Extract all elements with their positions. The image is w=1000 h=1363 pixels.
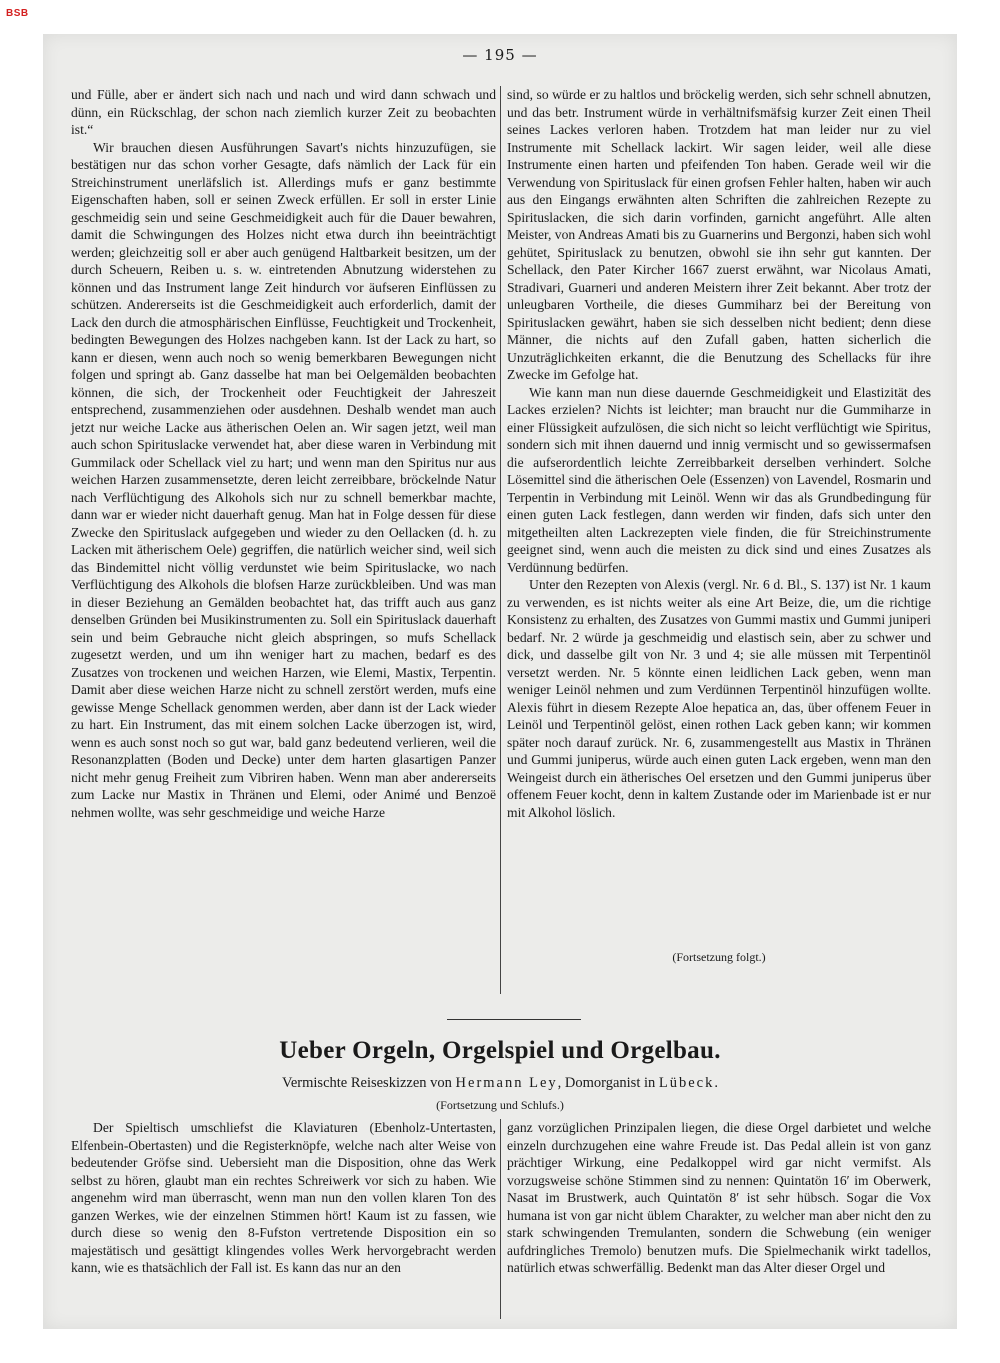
column-divider bbox=[500, 86, 501, 994]
column-divider bbox=[500, 1119, 501, 1319]
paragraph: und Fülle, aber er ändert sich nach und nach und wird dann schwach und dünn, ein Rückschlag, der schon nach ziemlich kurzer Zeit zu beobachten ist.“ bbox=[71, 87, 496, 137]
paragraph: sind, so würde er zu haltlos und bröckelig werden, sich sehr schnell abnutzen, und das betr. Instrument würde in verhältnifsmäfsig kurzer Zeit einen Theil seines Lackes verloren haben. Trotzdem hat man leider nur zu viel Instrumente mit Schellack lackirt. Wir sagen leider, weil alle diese Instrumente einen harten und pfeifenden Ton haben. Gerade weil wir die Verwendung von Spirituslack für einen grofsen Fehler halten, haben wir auch aus den Eingangs erwähnten alten Schriften die zahlreichen Rezepte zu Spirituslacken, die sich darin vorfinden, garnicht angeführt. Alle alten Meister, von Andreas Amati bis zu Guarnerins und Bergonzi, haben sich wohl gehütet, Spirituslack zu benutzen, obwohl sie ihn sehr gut kannten. Der Schellack, den Pater Kircher 1667 zuerst erwähnt, war Nicolaus Amati, Stradivari, Guarneri und anderen Meistern ihrer Zeit bekannt. Aber trotz der unleugbaren Vortheile, die dieses Gummiharz bei der Bereitung von Spirituslacken gewährt, haben sie sich desselben nicht bedient; denn diese Männer, die nichts auf den Zufall gaben, hatten sicherlich die Unzuträglichkeiten erkannt, die die Benutzung des Schellacks für ihre Zwecke im Gefolge hat. bbox=[507, 87, 931, 382]
article-title: Ueber Orgeln, Orgelspiel und Orgelbau. bbox=[279, 1037, 721, 1064]
article1-column-left bbox=[71, 86, 496, 821]
paragraph: Unter den Rezepten von Alexis (vergl. Nr. 6 d. Bl., S. 137) ist Nr. 1 kaum zu verwenden, es ist nichts weiter als eine Art Beize, die, um die richtige Konsistenz zu erhalten, des Zusatzes von Gummi mastix und Gummi juniperi bedarf. Nr. 2 würde ja geschmeidig und elastisch sein, aber zu schwer und dick, und dasselbe gilt von Nr. 3 und 4; sie alle müssen mit Terpentinöl versetzt werden. Nr. 5 könnte einen leidlichen Lack geben, wenn man weniger Leinöl nehmen und zum Verdünnen Terpentinöl hinzufügen wollte. Alexis führt in diesem Rezepte Aloe hepatica an, das, über offenem Feuer in Leinöl und Terpentinöl gelöst, einen rothen Lack geben kann; wir kommen später noch darauf zurück. Nr. 6, zusammengestellt aus Mastix in Thränen und Gummi juniperus, würde auch einen guten Lack ergeben, wenn man den Weingeist durch ein ätherisches Oel ersetzen und den Gummi juniperus über offenem Feuer kocht, denn in kaltem Zustande oder im Marienbade ist er nur mit Alkohol löslich. bbox=[507, 577, 931, 820]
paragraph: Wie kann man nun diese dauernde Geschmeidigkeit und Elastizität des Lackes erzielen? Nichts ist leichter; man braucht nur die Gummiharze in einer Flüssigkeit aufzulösen, die sich nicht so leicht verflüchtigt wie Spiritus, sondern sich mit ihnen dauernd und innig vermischt und so gewissermafsen die aufserordentlich leichte Zerreibbarkeit derselben verhindert. Solche Lösemittel sind die ätherischen Oele (Essenzen) von Lavendel, Rosmarin und Terpentin in Verbindung mit Leinöl. Wenn wir das als Grundbedingung für einen guten Lack festlegen, dann werden wir finden, dafs sich unter den mitgetheilten alten Lackrezepten viele finden, die für Streichinstrumente geeignet sind, wenn auch die meisten zu dick sind und eines Zusatzes als Verdünnung bedürfen. bbox=[507, 384, 931, 575]
article2-column-left bbox=[71, 1119, 496, 1277]
author-name: Hermann Ley bbox=[455, 1075, 558, 1091]
paragraph: Der Spieltisch umschliefst die Klaviaturen (Ebenholz-Untertasten, Elfenbein-Obertasten) und die Registerknöpfe, welche nach alter Weise von bedeutender Gröfse sind. Uebersieht man die Disposition, ohne das Werk selbst zu hören, glaubt man ein rechtes Schreiwerk vor sich zu haben. Wie angenehm wird man überrascht, wenn man nun den vollen klaren Ton des ganzen Werkes, wie der einzelnen Stimmen hört! Kaum ist zu fassen, wie durch diese so wenig den 8-Fufston vertretende Disposition ein so majestätisch und gesättigt klingendes volles Werk hervorgebracht werden kann, wie es thatsächlich der Fall ist. Es kann das nur an den bbox=[71, 1120, 496, 1275]
page-number: — 195 — bbox=[462, 46, 538, 64]
article1-column-right bbox=[507, 86, 931, 821]
article-subtitle bbox=[43, 1075, 957, 1092]
paragraph: ganz vorzüglichen Prinzipalen liegen, die diese Orgel darbietet und welche einzeln durchzugehen eine wahre Freude ist. Das Pedal allein ist von ganz prächtiger Wirkung, eine Pedalkoppel wird gar nicht vermifst. Als vorzugsweise schöne Stimmen sind zu nennen: Quintatön 16′ im Oberwerk, Nasat im Brustwerk, auch Quintatön 8′ ist sehr hübsch. Sogar die Vox humana ist von gar nicht üblem Charakter, zu welcher man aber nicht den zu stark schwingenden Tremulanten, sondern die Schwebung (ein weniger aufdringliches Tremolo) benutzen mufs. Die Spielmechanik wirkt tadellos, natürlich etwas schwerfällig. Bedenkt man das Alter dieser Orgel und bbox=[507, 1120, 931, 1275]
continuation-note: (Fortsetzung und Schlufs.) bbox=[436, 1098, 564, 1112]
library-watermark: BSB bbox=[6, 8, 29, 19]
paragraph: Wir brauchen diesen Ausführungen Savart's nichts hinzuzufügen, sie bestätigen nur das schon vorher Gesagte, dafs nämlich der Lack für ein Streichinstrument unerläfslich ist. Allerdings mufs er ganz bestimmte Eigenschaften haben, soll er seinen Zweck erfüllen. Er soll in erster Linie geschmeidig sein und seine Geschmeidigkeit auch für die Dauer bewahren, damit die Schwingungen des Holzes nicht etwa durch ihn beeinträchtigt werden; gleichzeitig soll er aber auch genügend Haltbarkeit besitzen, um der durch Scheuern, Reiben u. s. w. eintretenden Abnutzung widerstehen zu können und das Instrument lange Zeit hindurch vor äufseren Einflüssen zu schützen. Andererseits ist die Geschmeidigkeit auch erforderlich, damit der Lack den durch die atmosphärischen Einflüsse, Feuchtigkeit und Trockenheit, bedingten Bewegungen des Holzes nachgeben kann. Ist der Lack zu hart, so kann er diesen, wenn auch noch so wenig bemerkbaren Bewegungen nicht folgen und springt ab. Ganz dasselbe hat man bei Oelgemälden beobachten können, die sich, der Trockenheit oder Feuchtigkeit der Jahreszeit entsprechend, zusammenziehen oder ausdehnen. Deshalb wendet man auch jetzt nur weiche Lacke aus ätherischen Oelen an. Wir sagen jetzt, weil man auch schon Spirituslacke verwendet hat, aber diese waren in Verbindung mit Gummilack oder Schellack viel zu hart; und wenn man den Spiritus nur aus weichen Harzen zusammensetzte, deren leicht zerreibbare, bröckelnde Natur nach Verflüchtigung des Alkohols sich nur zu schnell bemerkbar machte, dann war er wieder nicht dauerhaft genug. Man hat in Folge dessen für diese Zwecke den Spirituslack aufgegeben und wieder zu den Oellacken (d. h. zu Lacken mit ätherischem Oele) gegriffen, die natürlich weicher sind, weil sich das Bindemittel nicht völlig verdunstet wie beim Spirituslacke, wo nach Verflüchtigung des Alkohols die blofsen Harze zurückbleiben. Und was man in dieser Beziehung an Gemälden beobachtet hat, das trifft auch aus ganz denselben Gründen bei Musikinstrumenten zu. Soll ein Spirituslack dauerhaft sein und beim Gebrauche nicht gleich abspringen, so mufs Schellack zugesetzt werden, und um ihn weniger hart zu machen, bedarf es des Zusatzes von trockenen und weichen Harzen, wie Elemi, Mastix, Terpentin. Damit aber diese weichen Harze nicht zu schnell zerstört werden, mufs eine gewisse Menge Schellack genommen werden, aber dann ist der Lack wieder zu hart. Ein Instrument, das mit einem solchen Lacke überzogen ist, wird, wenn es auch sonst noch so gut war, bald ganz bedeutend verlieren, weil die Resonanzplatten (Boden und Decke) unter dem harten glasartigen Panzer nicht mehr genug Freiheit zum Vibriren haben. Wenn man aber andererseits zum Lacke nur Mastix in Thränen und Elemi, oder Animé und Benzoë nehmen wollte, was sehr geschmeidige und weiche Harze bbox=[71, 139, 496, 820]
city-name: Lübeck bbox=[658, 1075, 715, 1091]
scanned-page bbox=[43, 34, 957, 1329]
subtitle-end: . bbox=[714, 1075, 718, 1091]
subtitle-prefix: Vermischte Reiseskizzen von bbox=[281, 1075, 452, 1091]
subtitle-middle: , Domorganist in bbox=[557, 1075, 656, 1091]
article2-column-right bbox=[507, 1119, 931, 1277]
continuation-note: (Fortsetzung folgt.) bbox=[672, 950, 766, 964]
section-divider bbox=[447, 1019, 581, 1020]
